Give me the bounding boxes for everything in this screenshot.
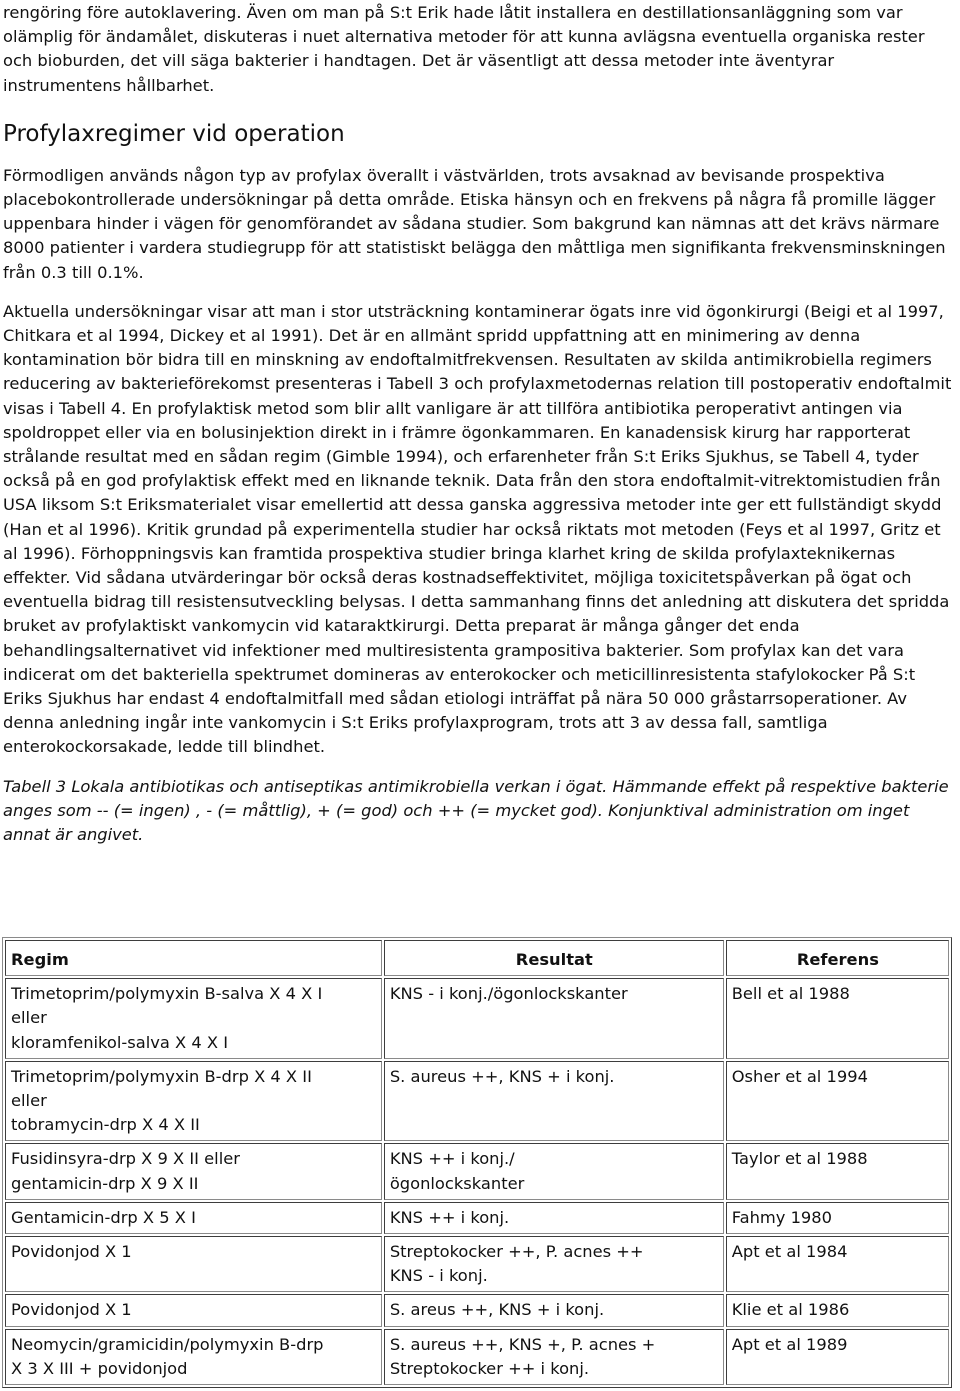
referens-cell: Taylor et al 1988 (726, 1143, 949, 1199)
table-row (5, 1143, 949, 1199)
table-row (5, 1061, 949, 1142)
resultat-cell-line: KNS ++ i konj./ (389, 1149, 515, 1169)
regim-cell-line: gentamicin-drp X 9 X II (11, 1173, 199, 1193)
resultat-cell (384, 1143, 724, 1199)
referens-cell: Apt et al 1984 (726, 1236, 949, 1292)
regim-cell-line: Neomycin/gramicidin/polymyxin B-drp (11, 1334, 324, 1354)
regim-cell-line: eller (11, 1008, 47, 1028)
regim-cell-line: Povidonjod X 1 (11, 1300, 132, 1320)
regim-cell (5, 978, 382, 1059)
resultat-cell (384, 1236, 724, 1292)
regim-cell (5, 1236, 382, 1292)
regim-cell-line: Trimetoprim/polymyxin B-drp X 4 X II (11, 1066, 312, 1086)
regim-cell-line: X 3 X III + povidonjod (11, 1358, 188, 1378)
header-referens: Referens (726, 940, 949, 976)
header-resultat: Resultat (384, 940, 724, 976)
resultat-cell-line: KNS ++ i konj. (389, 1207, 510, 1227)
regimen-table (2, 937, 952, 1388)
resultat-cell-line: S. aureus ++, KNS +, P. acnes + (389, 1334, 656, 1354)
table-row (5, 1202, 949, 1234)
table-row (5, 1329, 949, 1385)
document-page (3, 0, 957, 847)
regim-cell-line: Povidonjod X 1 (11, 1242, 132, 1262)
resultat-cell (384, 1061, 724, 1142)
resultat-cell (384, 1329, 724, 1385)
resultat-cell (384, 1294, 724, 1326)
resultat-cell-line: KNS - i konj./ögonlockskanter (389, 984, 628, 1004)
resultat-cell-line: ögonlockskanter (389, 1173, 525, 1193)
resultat-cell-line: KNS - i konj. (389, 1266, 488, 1286)
table-row (5, 978, 949, 1059)
table-header-row (5, 940, 949, 976)
regim-cell-line: Fusidinsyra-drp X 9 X II eller (11, 1149, 240, 1169)
regim-cell (5, 1061, 382, 1142)
regim-cell (5, 1202, 382, 1234)
resultat-cell-line: Streptokocker ++ i konj. (389, 1358, 590, 1378)
regim-cell-line: Gentamicin-drp X 5 X I (11, 1207, 196, 1227)
section-heading: Profylaxregimer vid operation (3, 120, 345, 147)
regim-cell-line: tobramycin-drp X 4 X II (11, 1115, 200, 1135)
table-row (5, 1236, 949, 1292)
referens-cell: Bell et al 1988 (726, 978, 949, 1059)
intro-paragraph: rengöring före autoklavering. Även om man på S:t Erik hade låtit installera en destillationsanläggning som var olämplig för ändamålet, diskuteras i nuet alternativa metoder för att kunna avlägsna eventuella organiska rester och bioburden, det vill säga bakterier i handtagen. Det är väsentligt att dessa metoder inte äventyrar instrumentens hållbarhet. (3, 3, 925, 95)
referens-cell: Fahmy 1980 (726, 1202, 949, 1234)
referens-cell: Klie et al 1986 (726, 1294, 949, 1326)
header-regim: Regim (5, 940, 382, 976)
resultat-cell (384, 1202, 724, 1234)
resultat-cell-line: Streptokocker ++, P. acnes ++ (389, 1242, 644, 1262)
regim-cell-line: eller (11, 1091, 47, 1111)
referens-cell: Apt et al 1989 (726, 1329, 949, 1385)
body-paragraph-1: Förmodligen används någon typ av profylax överallt i västvärlden, trots avsaknad av bevisande prospektiva placebokontrollerade undersökningar på detta område. Etiska hänsyn och en frekvens på några få promille lägger uppenbara hinder i vägen för genomförandet av sådana studier. Som bakgrund kan nämnas att det krävs närmare 8000 patienter i vardera studiegrupp för att statistiskt belägga den måttliga men signifikanta frekvensminskningen från 0.3 till 0.1%. (3, 165, 946, 282)
resultat-cell-line: S. aureus ++, KNS + i konj. (389, 1066, 615, 1086)
regim-cell-line: Trimetoprim/polymyxin B-salva X 4 X I (11, 984, 323, 1004)
regim-cell (5, 1143, 382, 1199)
table-caption: Tabell 3 Lokala antibiotikas och antiseptikas antimikrobiella verkan i ögat. Hämmande effekt på respektive bakterie anges som -- (= ingen) , - (= måttlig), + (= god) och ++ (= mycket god). Konjunktival administration om inget annat är angivet. (3, 776, 949, 845)
regim-cell-line: kloramfenikol-salva X 4 X I (11, 1032, 229, 1052)
referens-cell: Osher et al 1994 (726, 1061, 949, 1142)
resultat-cell-line: S. areus ++, KNS + i konj. (389, 1300, 605, 1320)
body-paragraph-2: Aktuella undersökningar visar att man i stor utsträckning kontaminerar ögats inre vid ögonkirurgi (Beigi et al 1997, Chitkara et al 1994, Dickey et al 1991). Det är en allmänt spridd uppfattning att en minimering av denna kontamination bör bidra till en minskning av endoftalmitfrekvensen. Resultaten av skilda antimikrobiella regimers reducering av bakterieförekomst presenteras i Tabell 3 och profylaxmetodernas relation till postoperativ endoftalmit visas i Tabell 4. En profylaktisk metod som blir allt vanligare är att tillföra antibiotika peroperativt antingen via spoldroppet eller via en bolusinjektion direkt in i främre ögonkammaren. En kanadensisk kirurg har rapporterat strålande resultat med en sådan regim (Gimble 1994), och erfarenheter från S:t Eriks Sjukhus, se Tabell 4, tyder också på en god profylaktisk effekt med en liknande teknik. Data från den stora endoftalmit-vitrektomistudien från USA liksom S:t Eriksmaterialet visar emellertid att dessa ganska aggressiva metoder inte ger ett fullständigt skydd (Han et al 1996). Kritik grundad på experimentella studier har också riktats mot metoden (Feys et al 1997, Gritz et al 1996). Förhoppningsvis kan framtida prospektiva studier bringa klarhet kring de skilda profylaxteknikernas effekter. Vid sådana utvärderingar bör också deras kostnadseffektivitet, möjliga toxicitetspåverkan på ögat och eventuella bidrag till resistensutveckling belysas. I detta sammanhang finns det anledning att diskutera det spridda bruket av profylaktiskt vankomycin vid kataraktkirurgi. Detta preparat är många gånger det enda behandlingsalternativet vid infektioner med multiresistenta grampositiva bakterier. Som profylax kan det vara indicerat om det bakteriella spektrumet domineras av enterokocker och meticillinresistenta stafylokocker På S:t Eriks Sjukhus har endast 4 endoftalmitfall med sådan etiologi inträffat på nära 50 000 gråstarrsoperationer. Av denna anledning ingår inte vankomycin i S:t Eriks profylaxprogram, trots att 3 av dessa fall, samtliga enterokockorsakade, ledde till blindhet. (3, 301, 952, 757)
regim-cell (5, 1329, 382, 1385)
regim-cell (5, 1294, 382, 1326)
table-row (5, 1294, 949, 1326)
resultat-cell (384, 978, 724, 1059)
